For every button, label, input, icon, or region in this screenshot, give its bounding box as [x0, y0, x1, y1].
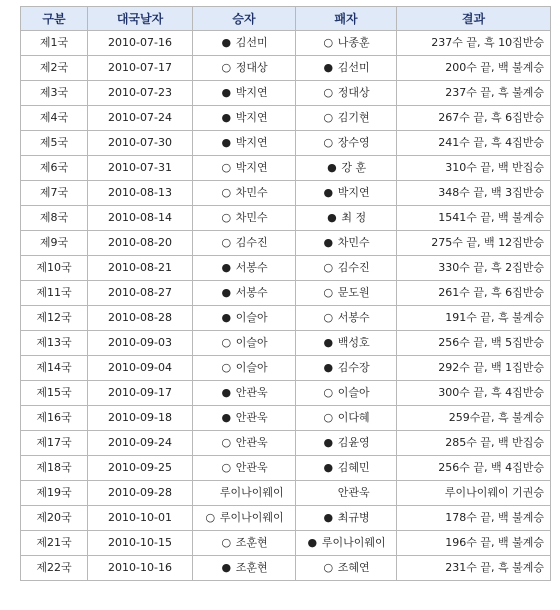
loser-stone-icon: ○: [323, 261, 334, 274]
winner-name: 루이나이웨이: [219, 511, 284, 524]
winner-stone-icon: ●: [221, 411, 232, 424]
winner-name: 서봉수: [235, 261, 268, 274]
winner-cell: [193, 356, 296, 381]
loser-stone-icon: ●: [327, 161, 337, 174]
round-cell: 제3국: [21, 81, 88, 106]
table-row: [21, 356, 551, 381]
winner-name: 서봉수: [235, 286, 268, 299]
winner-name: 김선미: [235, 36, 268, 49]
winner-cell: [193, 106, 296, 131]
winner-stone-icon: ○: [221, 536, 232, 549]
winner-cell: [193, 331, 296, 356]
winner-cell: [193, 206, 296, 231]
result-cell: 237수 끝, 흑 불계승: [397, 81, 551, 106]
round-cell: 제11국: [21, 281, 88, 306]
date-cell: 2010-07-23: [88, 81, 193, 106]
round-cell: 제4국: [21, 106, 88, 131]
loser-stone-icon: ○: [323, 286, 334, 299]
winner-name: 박지연: [235, 111, 268, 124]
round-cell: 제8국: [21, 206, 88, 231]
date-cell: 2010-07-31: [88, 156, 193, 181]
results-table-container: [20, 6, 551, 581]
result-cell: 348수 끝, 백 3집반승: [397, 181, 551, 206]
loser-cell: [296, 56, 397, 81]
table-row: [21, 431, 551, 456]
winner-cell: [193, 231, 296, 256]
loser-cell: [296, 431, 397, 456]
loser-cell: [296, 556, 397, 581]
round-cell: 제2국: [21, 56, 88, 81]
winner-name: 이슬아: [235, 361, 268, 374]
winner-cell: [193, 156, 296, 181]
date-cell: 2010-09-25: [88, 456, 193, 481]
loser-name: 서봉수: [337, 311, 370, 324]
date-cell: 2010-08-13: [88, 181, 193, 206]
winner-stone-icon: ●: [221, 86, 232, 99]
winner-name: 조훈현: [235, 561, 268, 574]
loser-cell: [296, 356, 397, 381]
winner-cell: [193, 256, 296, 281]
round-cell: 제15국: [21, 381, 88, 406]
loser-stone-icon: ●: [307, 536, 318, 549]
winner-stone-icon: ○: [205, 511, 216, 524]
date-cell: 2010-07-16: [88, 31, 193, 56]
loser-name: 이슬아: [337, 386, 370, 399]
loser-cell: [296, 531, 397, 556]
loser-stone-icon: ○: [323, 386, 334, 399]
round-cell: 제12국: [21, 306, 88, 331]
round-cell: 제20국: [21, 506, 88, 531]
table-row: [21, 381, 551, 406]
date-cell: 2010-09-18: [88, 406, 193, 431]
loser-stone-icon: ○: [323, 36, 334, 49]
loser-name: 김혜민: [337, 461, 370, 474]
round-cell: 제6국: [21, 156, 88, 181]
round-cell: 제5국: [21, 131, 88, 156]
result-cell: 루이나이웨이 기권승: [397, 481, 551, 506]
loser-cell: [296, 406, 397, 431]
result-cell: 310수 끝, 백 반집승: [397, 156, 551, 181]
loser-cell: [296, 256, 397, 281]
table-row: [21, 181, 551, 206]
loser-name: 루이나이웨이: [321, 536, 386, 549]
winner-name: 안관욱: [235, 436, 268, 449]
loser-name: 최규병: [337, 511, 370, 524]
round-cell: 제17국: [21, 431, 88, 456]
round-cell: 제19국: [21, 481, 88, 506]
date-cell: 2010-08-20: [88, 231, 193, 256]
loser-name: 김수진: [337, 261, 370, 274]
loser-name: 문도원: [337, 286, 370, 299]
loser-stone-icon: ●: [323, 461, 334, 474]
loser-name: 최 정: [341, 211, 367, 224]
loser-name: 안관욱: [337, 486, 370, 499]
winner-name: 박지연: [235, 161, 268, 174]
table-row: [21, 406, 551, 431]
loser-name: 조혜연: [337, 561, 370, 574]
winner-name: 이슬아: [235, 311, 268, 324]
winner-name: 박지연: [235, 136, 268, 149]
winner-stone-icon: ○: [221, 186, 232, 199]
winner-stone-icon: ●: [221, 261, 232, 274]
date-cell: 2010-08-28: [88, 306, 193, 331]
loser-cell: [296, 106, 397, 131]
loser-cell: [296, 506, 397, 531]
winner-name: 박지연: [235, 86, 268, 99]
result-cell: 237수 끝, 흑 10집반승: [397, 31, 551, 56]
result-cell: 292수 끝, 백 1집반승: [397, 356, 551, 381]
winner-stone-icon: ○: [221, 436, 232, 449]
loser-cell: [296, 206, 397, 231]
loser-stone-icon: ●: [323, 361, 334, 374]
winner-stone-icon: ●: [221, 561, 232, 574]
loser-name: 김선미: [337, 61, 370, 74]
date-cell: 2010-08-21: [88, 256, 193, 281]
winner-name: 루이나이웨이: [219, 486, 284, 499]
result-cell: 196수 끝, 백 불계승: [397, 531, 551, 556]
date-cell: 2010-09-24: [88, 431, 193, 456]
loser-cell: [296, 156, 397, 181]
winner-stone-icon: ●: [221, 286, 232, 299]
loser-name: 차민수: [337, 236, 370, 249]
winner-name: 차민수: [235, 186, 268, 199]
winner-cell: [193, 406, 296, 431]
winner-name: 차민수: [235, 211, 268, 224]
loser-cell: [296, 381, 397, 406]
loser-cell: [296, 331, 397, 356]
winner-stone-icon: ●: [221, 36, 232, 49]
winner-stone-icon: ●: [221, 386, 232, 399]
result-cell: 178수 끝, 백 불계승: [397, 506, 551, 531]
loser-stone-icon: ○: [323, 111, 334, 124]
header-result: 결과: [397, 7, 551, 31]
winner-cell: [193, 181, 296, 206]
loser-name: 나종훈: [337, 36, 370, 49]
winner-cell: [193, 81, 296, 106]
loser-cell: [296, 231, 397, 256]
loser-cell: [296, 31, 397, 56]
result-cell: 267수 끝, 흑 6집반승: [397, 106, 551, 131]
winner-cell: [193, 506, 296, 531]
loser-name: 이다혜: [337, 411, 370, 424]
round-cell: 제18국: [21, 456, 88, 481]
table-row: [21, 256, 551, 281]
loser-stone-icon: ●: [323, 61, 334, 74]
winner-stone-icon: ○: [221, 461, 232, 474]
table-row: [21, 106, 551, 131]
header-winner: 승자: [193, 7, 296, 31]
table-row: [21, 56, 551, 81]
winner-stone-icon: ○: [221, 161, 232, 174]
winner-stone-icon: ○: [221, 336, 232, 349]
date-cell: 2010-07-24: [88, 106, 193, 131]
loser-name: 김윤영: [337, 436, 370, 449]
result-cell: 231수 끝, 흑 불계승: [397, 556, 551, 581]
winner-name: 김수진: [235, 236, 268, 249]
winner-stone-icon: ○: [221, 61, 232, 74]
winner-cell: [193, 281, 296, 306]
loser-stone-icon: ○: [323, 411, 334, 424]
header-loser: 패자: [296, 7, 397, 31]
loser-cell: [296, 281, 397, 306]
date-cell: 2010-08-27: [88, 281, 193, 306]
winner-stone-icon: ●: [221, 136, 232, 149]
winner-cell: [193, 306, 296, 331]
loser-cell: [296, 306, 397, 331]
winner-stone-icon: ○: [221, 236, 232, 249]
winner-cell: [193, 556, 296, 581]
table-row: [21, 281, 551, 306]
result-cell: 275수 끝, 백 12집반승: [397, 231, 551, 256]
result-cell: 285수 끝, 백 반집승: [397, 431, 551, 456]
loser-cell: [296, 81, 397, 106]
result-cell: 1541수 끝, 백 불계승: [397, 206, 551, 231]
round-cell: 제14국: [21, 356, 88, 381]
loser-stone-icon: ●: [323, 436, 334, 449]
table-row: [21, 206, 551, 231]
loser-name: 김수장: [337, 361, 370, 374]
winner-cell: [193, 131, 296, 156]
date-cell: 2010-07-17: [88, 56, 193, 81]
loser-stone-icon: ●: [323, 236, 334, 249]
loser-cell: [296, 181, 397, 206]
winner-name: 이슬아: [235, 336, 268, 349]
header-date: 대국날자: [88, 7, 193, 31]
loser-stone-icon: ○: [323, 86, 334, 99]
round-cell: 제16국: [21, 406, 88, 431]
result-cell: 241수 끝, 흑 4집반승: [397, 131, 551, 156]
loser-name: 정대상: [337, 86, 370, 99]
date-cell: 2010-10-01: [88, 506, 193, 531]
winner-cell: [193, 431, 296, 456]
winner-name: 조훈현: [235, 536, 268, 549]
loser-stone-icon: ●: [323, 511, 334, 524]
loser-stone-icon: ○: [323, 561, 334, 574]
loser-stone-icon: ○: [323, 311, 334, 324]
loser-stone-icon: ●: [323, 186, 334, 199]
table-row: [21, 556, 551, 581]
round-cell: 제13국: [21, 331, 88, 356]
table-row: [21, 231, 551, 256]
winner-cell: [193, 31, 296, 56]
date-cell: 2010-09-03: [88, 331, 193, 356]
table-body: [21, 31, 551, 581]
winner-cell: [193, 456, 296, 481]
table-row: [21, 31, 551, 56]
round-cell: 제1국: [21, 31, 88, 56]
winner-stone-icon: ○: [221, 361, 232, 374]
date-cell: 2010-10-16: [88, 556, 193, 581]
loser-name: 강 훈: [341, 161, 367, 174]
loser-name: 장수영: [337, 136, 370, 149]
winner-name: 정대상: [235, 61, 268, 74]
winner-name: 안관욱: [235, 411, 268, 424]
loser-cell: [296, 456, 397, 481]
table-row: [21, 531, 551, 556]
winner-cell: [193, 381, 296, 406]
date-cell: 2010-09-28: [88, 481, 193, 506]
result-cell: 330수 끝, 흑 2집반승: [397, 256, 551, 281]
result-cell: 259수끝, 흑 불계승: [397, 406, 551, 431]
date-cell: 2010-09-17: [88, 381, 193, 406]
winner-stone-icon: ●: [221, 311, 232, 324]
date-cell: 2010-08-14: [88, 206, 193, 231]
loser-cell: [296, 481, 397, 506]
round-cell: 제21국: [21, 531, 88, 556]
date-cell: 2010-07-30: [88, 131, 193, 156]
result-cell: 200수 끝, 백 불계승: [397, 56, 551, 81]
winner-stone-icon: ○: [221, 211, 232, 224]
round-cell: 제9국: [21, 231, 88, 256]
winner-cell: [193, 481, 296, 506]
table-row: [21, 331, 551, 356]
loser-stone-icon: ○: [323, 136, 334, 149]
loser-stone-icon: ●: [327, 211, 337, 224]
table-row: [21, 456, 551, 481]
round-cell: 제7국: [21, 181, 88, 206]
winner-cell: [193, 56, 296, 81]
table-row: [21, 481, 551, 506]
loser-name: 김기현: [337, 111, 370, 124]
winner-stone-icon: ●: [221, 111, 232, 124]
result-cell: 256수 끝, 백 5집반승: [397, 331, 551, 356]
match-results-table: [20, 6, 551, 581]
table-row: [21, 131, 551, 156]
round-cell: 제22국: [21, 556, 88, 581]
winner-name: 안관욱: [235, 461, 268, 474]
table-row: [21, 81, 551, 106]
date-cell: 2010-10-15: [88, 531, 193, 556]
loser-stone-icon: ●: [323, 336, 334, 349]
table-row: [21, 156, 551, 181]
result-cell: 261수 끝, 흑 6집반승: [397, 281, 551, 306]
table-header-row: [21, 7, 551, 31]
result-cell: 300수 끝, 흑 4집반승: [397, 381, 551, 406]
winner-name: 안관욱: [235, 386, 268, 399]
table-row: [21, 506, 551, 531]
loser-name: 박지연: [337, 186, 370, 199]
result-cell: 256수 끝, 백 4집반승: [397, 456, 551, 481]
date-cell: 2010-09-04: [88, 356, 193, 381]
table-row: [21, 306, 551, 331]
loser-cell: [296, 131, 397, 156]
loser-name: 백성호: [337, 336, 370, 349]
result-cell: 191수 끝, 흑 불계승: [397, 306, 551, 331]
winner-cell: [193, 531, 296, 556]
header-round: 구분: [21, 7, 88, 31]
round-cell: 제10국: [21, 256, 88, 281]
